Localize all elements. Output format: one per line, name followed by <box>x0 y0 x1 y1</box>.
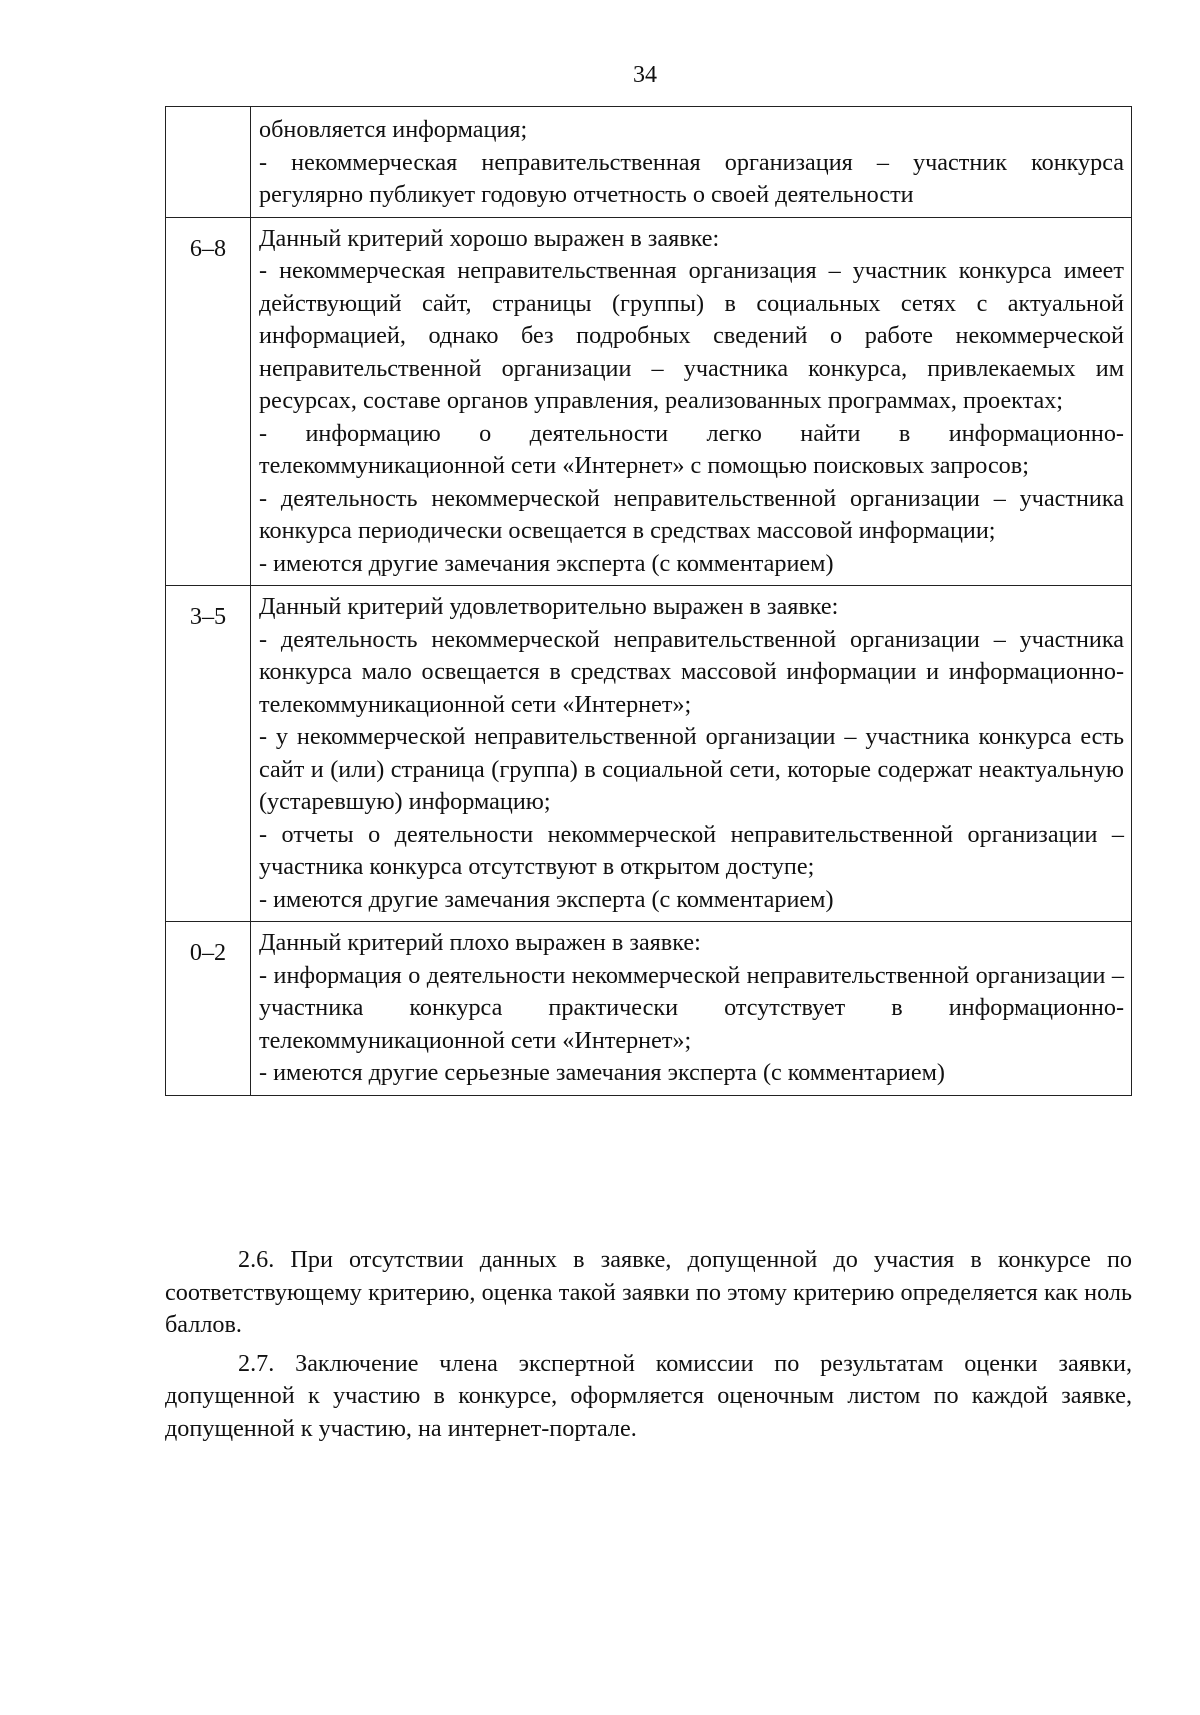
description-cell <box>251 217 1132 586</box>
description-line: - у некоммерческой неправительственной организации – участника конкурса есть сайт и (или) страница (группа) в социальной сети, которые содержат неактуальную (устаревшую) информацию; <box>259 723 1124 815</box>
criteria-table <box>165 106 1132 1096</box>
description-line: - информацию о деятельности легко найти в информационно-телекоммуникационной сети «Интернет» с помощью поисковых запросов; <box>259 419 1124 479</box>
description-line: Данный критерий хорошо выражен в заявке: <box>259 224 720 252</box>
table-row <box>166 107 1132 218</box>
description-line: - отчеты о деятельности некоммерческой неправительственной организации – участника конкурса отсутствуют в открытом доступе; <box>259 820 1124 880</box>
description-line: - имеются другие замечания эксперта (с комментарием) <box>259 549 834 577</box>
score-cell: 6–8 <box>166 217 251 586</box>
score-cell <box>166 107 251 218</box>
description-cell <box>251 922 1132 1096</box>
description-line: - имеются другие серьезные замечания эксперта (с комментарием) <box>259 1059 945 1086</box>
description-line: обновляется информация; <box>259 116 528 143</box>
description-line: Данный критерий плохо выражен в заявке: <box>259 929 701 956</box>
table-row <box>166 217 1132 586</box>
description-line: - деятельность некоммерческой неправительственной организации – участника конкурса периодически освещается в средствах массовой информации; <box>259 484 1124 544</box>
description-line: - деятельность некоммерческой неправительственной организации – участника конкурса мало освещается в средствах массовой информации и информационно-телекоммуникационной сети «Интернет»; <box>259 625 1124 718</box>
description-line: - информация о деятельности некоммерческой неправительственной организации – участника конкурса практически отсутствует в информационно-телекоммуникационной сети «Интернет»; <box>259 961 1124 1054</box>
description-line: - имеются другие замечания эксперта (с комментарием) <box>259 885 834 913</box>
description-line: Данный критерий удовлетворительно выражен в заявке: <box>259 593 839 620</box>
description-line: - некоммерческая неправительственная организация – участник конкурса имеет действующий сайт, страницы (группы) в социальных сетях с актуальной информацией, однако без подробных сведений о работе некоммерческой неправительственной организации – участника конкурса, привлекаемых им ресурсах, составе органов управления, реализованных программах, проектах; <box>259 257 1124 414</box>
table-row <box>166 922 1132 1096</box>
score-cell: 3–5 <box>166 586 251 922</box>
description-line: - некоммерческая неправительственная организация – участник конкурса регулярно публикует годовую отчетность о своей деятельности <box>259 148 1124 208</box>
description-cell <box>251 107 1132 218</box>
score-cell: 0–2 <box>166 922 251 1096</box>
page-number: 34 <box>633 62 657 88</box>
description-cell <box>251 586 1132 922</box>
paragraph-2-6: 2.6. При отсутствии данных в заявке, допущенной до участия в конкурсе по соответствующему критерию, оценка такой заявки по этому критерию определяется как ноль баллов. <box>165 1246 1132 1338</box>
table-row <box>166 586 1132 922</box>
paragraph-2-7: 2.7. Заключение члена экспертной комиссии по результатам оценки заявки, допущенной к участию в конкурсе, оформляется оценочным листом по каждой заявке, допущенной к участию, на интернет-портале. <box>165 1349 1132 1442</box>
body-text <box>165 1244 1132 1451</box>
